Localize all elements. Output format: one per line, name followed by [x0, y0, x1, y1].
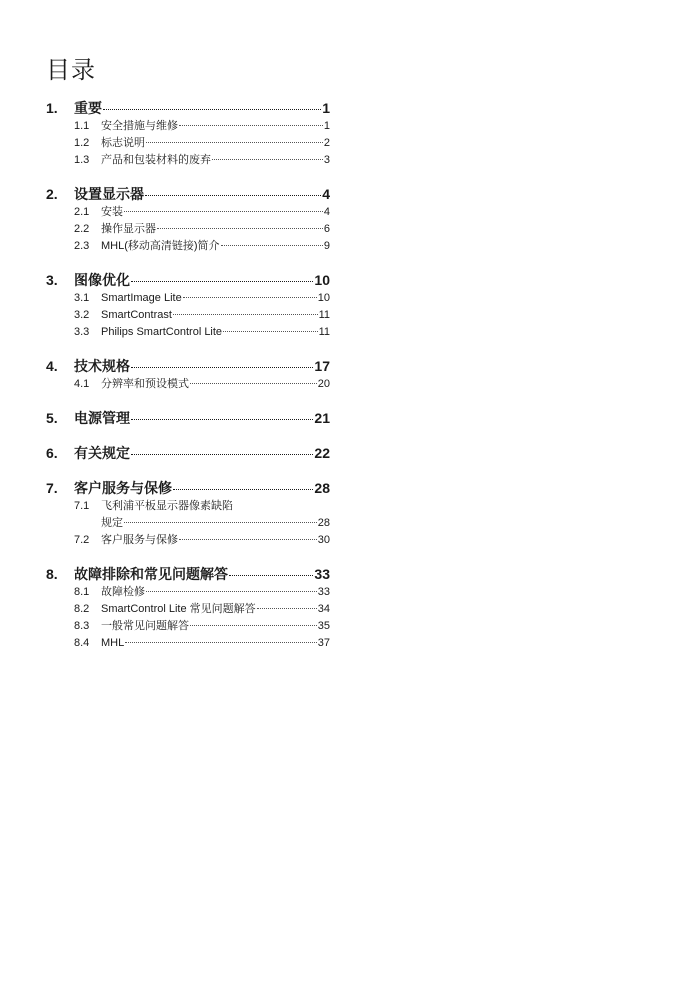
subsection-title: SmartContrast: [101, 309, 172, 321]
section-number: 3.: [46, 272, 58, 288]
subsection-title: MHL(移动高清链接)简介: [101, 240, 220, 252]
dot-leader: [124, 522, 317, 523]
page-number: 10: [317, 292, 330, 304]
dot-leader: [131, 281, 313, 282]
subsection-title: Philips SmartControl Lite: [101, 326, 223, 338]
dot-leader: [173, 314, 318, 315]
page-number: 4: [322, 186, 330, 202]
subsection-number: 2.1: [74, 206, 90, 218]
toc-subentry[interactable]: [46, 221, 330, 238]
subsection-title: 安装: [101, 206, 123, 218]
dot-leader: [190, 383, 317, 384]
dot-leader: [131, 367, 313, 368]
section-title: 客户服务与保修: [74, 480, 172, 496]
page-title: 目录: [46, 57, 96, 84]
subsection-title: 规定: [101, 517, 123, 529]
toc-subentry[interactable]: [46, 238, 330, 255]
dot-leader: [131, 419, 313, 420]
toc-entry[interactable]: [46, 356, 330, 376]
dot-leader: [157, 228, 323, 229]
subsection-title: 安全措施与维修: [101, 120, 178, 132]
dot-leader: [229, 575, 313, 576]
page-number: 34: [317, 603, 330, 615]
toc-subentry[interactable]: [46, 532, 330, 549]
section-number: 4.: [46, 358, 58, 374]
section-title: 技术规格: [74, 358, 130, 374]
toc-section: [46, 478, 330, 549]
subsection-number: 3.3: [74, 326, 90, 338]
page-number: 11: [318, 326, 330, 338]
toc-subentry[interactable]: [46, 290, 330, 307]
page-number: 1: [323, 120, 330, 132]
dot-leader: [146, 591, 317, 592]
toc-section: [46, 356, 330, 393]
subsection-number: 4.1: [74, 378, 90, 390]
page-number: 30: [317, 534, 330, 546]
toc-subentry[interactable]: [46, 118, 330, 135]
subsection-number: 8.2: [74, 603, 90, 615]
section-title: 故障排除和常见问题解答: [74, 566, 228, 582]
page-number: 11: [318, 309, 330, 321]
page-number: 35: [317, 620, 330, 632]
subsection-number: 3.2: [74, 309, 90, 321]
dot-leader: [183, 297, 317, 298]
subsection-number: 1.3: [74, 154, 90, 166]
toc-entry[interactable]: [46, 408, 330, 428]
toc-subentry[interactable]: [46, 307, 330, 324]
page-number: 33: [317, 586, 330, 598]
subsection-title: 产品和包装材料的废弃: [101, 154, 211, 166]
subsection-title: 故障检修: [101, 586, 145, 598]
page-number: 9: [323, 240, 330, 252]
toc-entry[interactable]: [46, 564, 330, 584]
section-title: 重要: [74, 100, 102, 116]
page-number: 17: [314, 358, 330, 374]
toc-entry[interactable]: [46, 270, 330, 290]
subsection-title: 分辨率和预设模式: [101, 378, 189, 390]
subsection-title: SmartImage Lite: [101, 292, 182, 304]
dot-leader: [179, 539, 317, 540]
subsection-title: 操作显示器: [101, 223, 156, 235]
toc-subentry[interactable]: [46, 498, 330, 532]
table-of-contents: [46, 98, 330, 667]
dot-leader: [131, 454, 313, 455]
subsection-title: 一般常见问题解答: [101, 620, 189, 632]
subsection-title: 飞利浦平板显示器像素缺陷: [101, 500, 233, 512]
page-number: 22: [314, 445, 330, 461]
subsection-number: 8.4: [74, 637, 90, 649]
subsection-title: MHL: [101, 637, 125, 649]
toc-subentry[interactable]: [46, 152, 330, 169]
dot-leader: [124, 211, 323, 212]
toc-subentry[interactable]: [46, 376, 330, 393]
subsection-number: 7.2: [74, 534, 90, 546]
toc-section: [46, 98, 330, 169]
toc-subentry[interactable]: [46, 324, 330, 341]
toc-entry[interactable]: [46, 184, 330, 204]
subsection-number: 1.1: [74, 120, 90, 132]
subsection-number: 8.3: [74, 620, 90, 632]
section-title: 有关规定: [74, 445, 130, 461]
section-number: 6.: [46, 445, 58, 461]
dot-leader: [125, 642, 317, 643]
toc-subentry[interactable]: [46, 635, 330, 652]
toc-section: [46, 443, 330, 463]
toc-subentry[interactable]: [46, 135, 330, 152]
page-number: 6: [323, 223, 330, 235]
dot-leader: [173, 489, 313, 490]
toc-section: [46, 184, 330, 255]
page-number: 1: [322, 100, 330, 116]
page-number: 37: [317, 637, 330, 649]
page-number: 3: [323, 154, 330, 166]
page-number: 28: [317, 517, 330, 529]
toc-subentry[interactable]: [46, 584, 330, 601]
subsection-title: 客户服务与保修: [101, 534, 178, 546]
subsection-number: 3.1: [74, 292, 90, 304]
page-number: 10: [314, 272, 330, 288]
section-number: 1.: [46, 100, 58, 116]
dot-leader: [212, 159, 323, 160]
dot-leader: [221, 245, 323, 246]
dot-leader: [257, 608, 317, 609]
page-number: 21: [314, 410, 330, 426]
toc-section: [46, 408, 330, 428]
section-number: 5.: [46, 410, 58, 426]
dot-leader: [190, 625, 317, 626]
page-number: 20: [317, 378, 330, 390]
section-number: 8.: [46, 566, 58, 582]
dot-leader: [145, 195, 321, 196]
dot-leader: [103, 109, 321, 110]
page-number: 33: [314, 566, 330, 582]
section-title: 电源管理: [74, 410, 130, 426]
subsection-title: 标志说明: [101, 137, 145, 149]
toc-subentry[interactable]: [46, 204, 330, 221]
subsection-title: SmartControl Lite 常见问题解答: [101, 603, 256, 615]
toc-subentry[interactable]: [46, 618, 330, 635]
dot-leader: [179, 125, 323, 126]
section-title: 设置显示器: [74, 186, 144, 202]
subsection-number: 2.3: [74, 240, 90, 252]
dot-leader: [223, 331, 318, 332]
section-number: 7.: [46, 480, 58, 496]
section-title: 图像优化: [74, 272, 130, 288]
page-number: 28: [314, 480, 330, 496]
subsection-number: 1.2: [74, 137, 90, 149]
page-number: 2: [323, 137, 330, 149]
toc-entry[interactable]: [46, 98, 330, 118]
toc-section: [46, 564, 330, 652]
subsection-number: 2.2: [74, 223, 90, 235]
subsection-number: 8.1: [74, 586, 90, 598]
toc-entry[interactable]: [46, 443, 330, 463]
toc-subentry[interactable]: [46, 601, 330, 618]
dot-leader: [146, 142, 323, 143]
section-number: 2.: [46, 186, 58, 202]
subsection-number: 7.1: [74, 500, 90, 512]
page-number: 4: [323, 206, 330, 218]
toc-section: [46, 270, 330, 341]
toc-entry[interactable]: [46, 478, 330, 498]
